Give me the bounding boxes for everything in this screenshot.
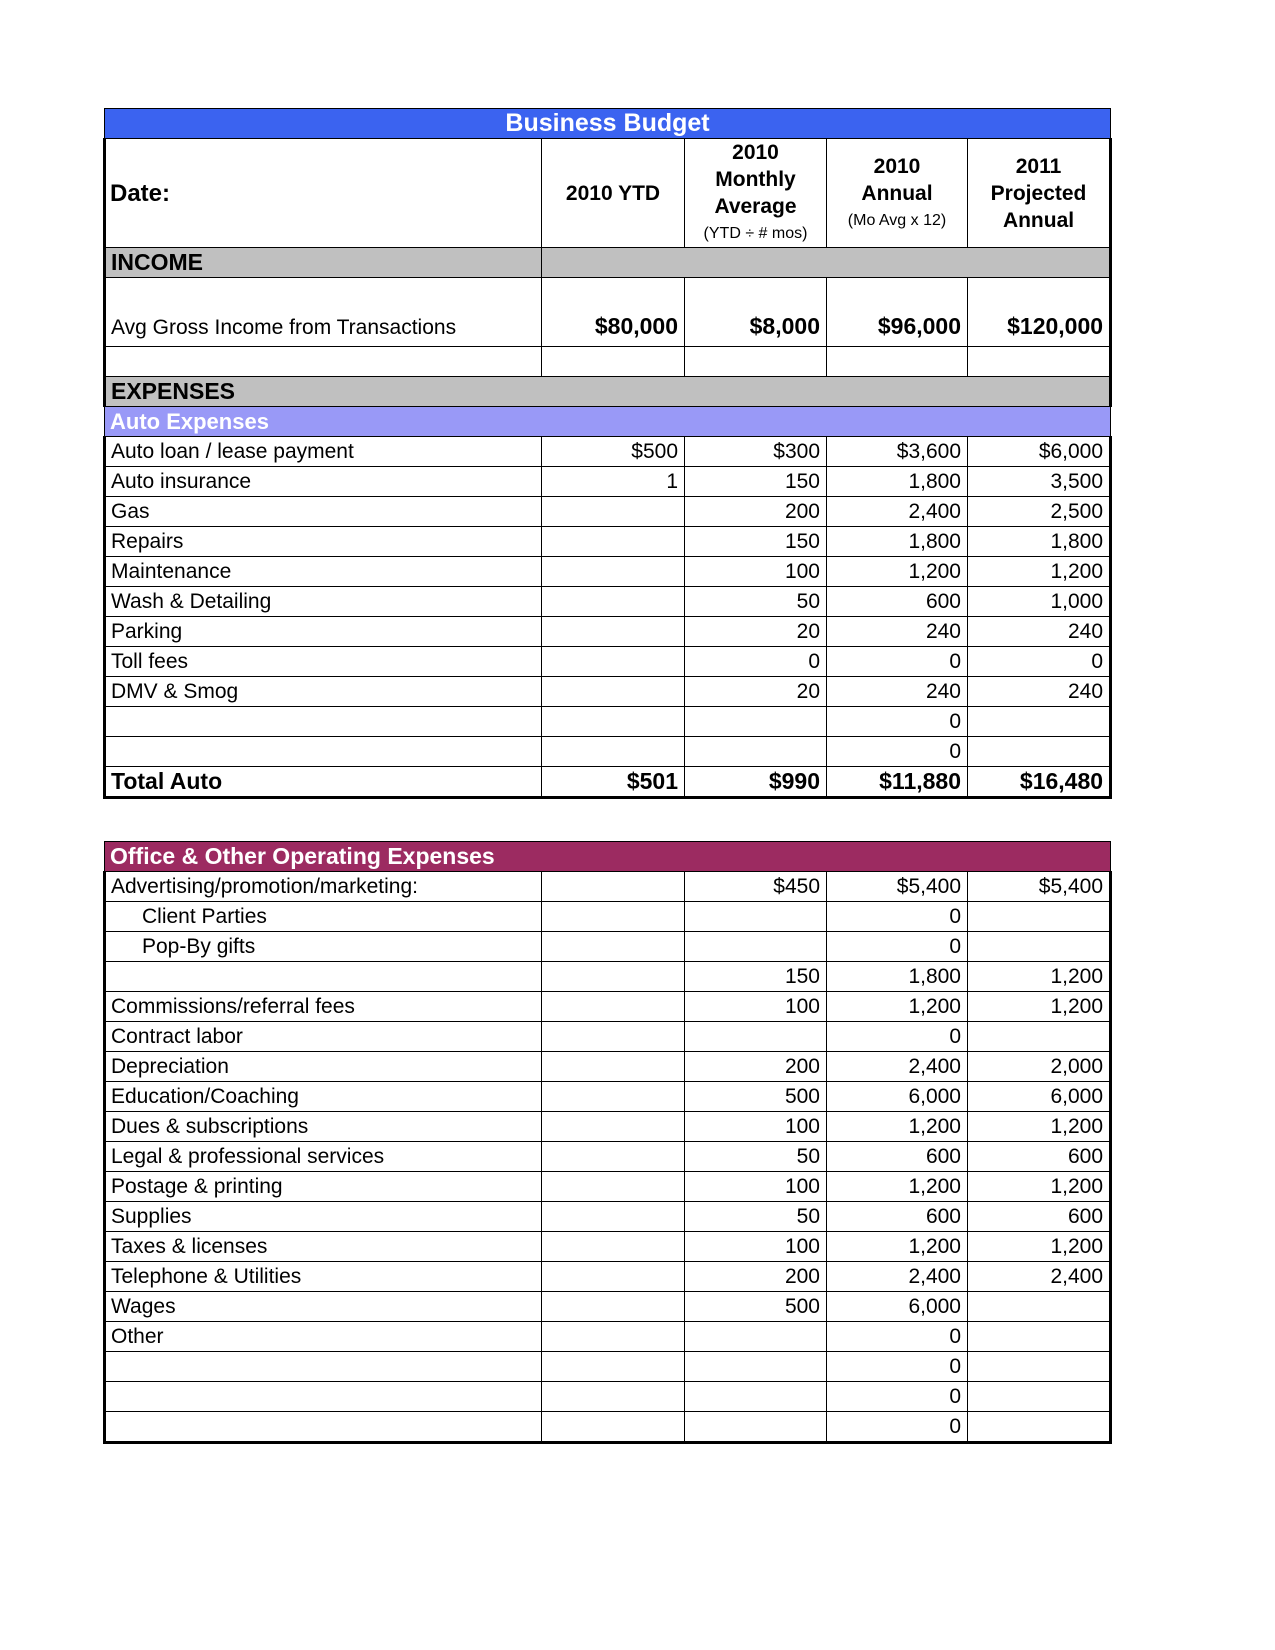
cell-projected[interactable]: 1,200: [968, 1172, 1111, 1202]
cell-projected[interactable]: 1,200: [968, 1232, 1111, 1262]
cell-ytd[interactable]: [542, 497, 685, 527]
cell-ytd[interactable]: [542, 932, 685, 962]
cell-projected[interactable]: 2,500: [968, 497, 1111, 527]
cell-projected[interactable]: [968, 902, 1111, 932]
cell-annual[interactable]: 0: [827, 707, 968, 737]
cell-projected[interactable]: 1,000: [968, 587, 1111, 617]
row-label: Toll fees: [105, 647, 542, 677]
col-header-sub: (Mo Avg x 12): [847, 211, 947, 229]
cell-projected[interactable]: 600: [968, 1202, 1111, 1232]
office-expense-rows: [105, 872, 1111, 1443]
cell-annual[interactable]: $5,400: [827, 872, 968, 902]
cell-monthly-average[interactable]: 200: [685, 1262, 827, 1292]
cell-ytd[interactable]: [542, 1232, 685, 1262]
cell-ytd: $501: [542, 767, 685, 798]
cell-monthly-average[interactable]: $8,000: [685, 278, 827, 347]
row-label: Other: [105, 1322, 542, 1352]
cell-annual[interactable]: 1,800: [827, 962, 968, 992]
budget-worksheet: [103, 108, 1109, 1444]
table-row: [105, 437, 1111, 467]
cell-ytd[interactable]: 1: [542, 467, 685, 497]
row-label: Supplies: [105, 1202, 542, 1232]
cell-annual[interactable]: 0: [827, 1382, 968, 1412]
cell-annual[interactable]: 240: [827, 677, 968, 707]
cell-projected[interactable]: 600: [968, 1142, 1111, 1172]
section-band-income-filler: [542, 248, 1111, 278]
row-label: Commissions/referral fees: [105, 992, 542, 1022]
col-header-line-3: Average: [714, 195, 797, 218]
cell-projected[interactable]: 240: [968, 617, 1111, 647]
title-bar-row: [105, 109, 1111, 139]
cell-annual[interactable]: 0: [827, 1322, 968, 1352]
cell-ytd[interactable]: [542, 677, 685, 707]
cell-projected[interactable]: [968, 347, 1111, 377]
cell-projected[interactable]: [968, 1022, 1111, 1052]
table-row: [105, 677, 1111, 707]
cell-monthly-average[interactable]: [685, 902, 827, 932]
section-band-office-expenses: [105, 842, 1111, 872]
cell-monthly-average[interactable]: 100: [685, 992, 827, 1022]
table-row: [105, 617, 1111, 647]
row-label: Depreciation: [105, 1052, 542, 1082]
section-band-expenses: [105, 377, 1111, 407]
cell-annual[interactable]: 0: [827, 1022, 968, 1052]
row-label: Telephone & Utilities: [105, 1262, 542, 1292]
row-label: Contract labor: [105, 1022, 542, 1052]
row-label: Total Auto: [105, 767, 542, 798]
cell-ytd[interactable]: [542, 1082, 685, 1112]
cell-projected[interactable]: 0: [968, 647, 1111, 677]
cell-projected[interactable]: 3,500: [968, 467, 1111, 497]
row-label: Auto loan / lease payment: [105, 437, 542, 467]
auto-expense-rows: [105, 437, 1111, 767]
cell-projected[interactable]: 240: [968, 677, 1111, 707]
cell-annual[interactable]: 2,400: [827, 1262, 968, 1292]
cell-annual[interactable]: 240: [827, 617, 968, 647]
cell-ytd[interactable]: [542, 647, 685, 677]
table-row: [105, 902, 1111, 932]
row-label: [105, 1382, 542, 1412]
cell-annual[interactable]: 2,400: [827, 497, 968, 527]
cell-ytd[interactable]: $80,000: [542, 278, 685, 347]
col-header-line-1: 2010: [732, 141, 779, 164]
cell-projected[interactable]: $120,000: [968, 278, 1111, 347]
total-auto-row: [105, 767, 1111, 798]
cell-annual[interactable]: 600: [827, 1202, 968, 1232]
cell-projected[interactable]: [968, 1382, 1111, 1412]
cell-annual[interactable]: 6,000: [827, 1292, 968, 1322]
table-row: [105, 557, 1111, 587]
table-row: [105, 347, 1111, 377]
row-label: Avg Gross Income from Transactions: [105, 278, 542, 347]
row-label: Advertising/promotion/marketing:: [105, 872, 542, 902]
row-label: [105, 737, 542, 767]
col-header-line-2: Annual: [861, 181, 933, 205]
cell-monthly-average[interactable]: 150: [685, 527, 827, 557]
cell-projected[interactable]: [968, 1352, 1111, 1382]
cell-annual[interactable]: 1,800: [827, 527, 968, 557]
cell-monthly-average[interactable]: [685, 347, 827, 377]
cell-projected[interactable]: 2,400: [968, 1262, 1111, 1292]
col-header-line-2: Projected: [990, 181, 1087, 205]
cell-monthly-average[interactable]: [685, 1382, 827, 1412]
cell-annual[interactable]: 1,200: [827, 1232, 968, 1262]
cell-monthly-average[interactable]: 500: [685, 1292, 827, 1322]
row-label: Client Parties: [105, 902, 542, 932]
row-label: Wash & Detailing: [105, 587, 542, 617]
cell-annual[interactable]: 0: [827, 932, 968, 962]
cell-ytd[interactable]: [542, 902, 685, 932]
row-label: Postage & printing: [105, 1172, 542, 1202]
cell-annual[interactable]: 0: [827, 1412, 968, 1443]
col-header-2010-monthly-average: [685, 139, 827, 248]
section-band-auto-expenses-label: Auto Expenses: [105, 407, 1111, 437]
table-row: [105, 1112, 1111, 1142]
cell-ytd[interactable]: [542, 1382, 685, 1412]
row-label: DMV & Smog: [105, 677, 542, 707]
cell-monthly-average[interactable]: 0: [685, 647, 827, 677]
cell-annual[interactable]: 6,000: [827, 1082, 968, 1112]
cell-monthly-average[interactable]: 150: [685, 467, 827, 497]
table-row: [105, 1382, 1111, 1412]
cell-annual[interactable]: 1,200: [827, 1112, 968, 1142]
page-title: Business Budget: [105, 109, 1111, 139]
cell-ytd[interactable]: $500: [542, 437, 685, 467]
cell-annual[interactable]: 0: [827, 1352, 968, 1382]
budget-table-main: [103, 108, 1112, 799]
col-header-2010-ytd: 2010 YTD: [542, 139, 685, 248]
section-band-income-label: INCOME: [105, 248, 542, 278]
col-header-2010-annual: [827, 139, 968, 248]
table-row: [105, 587, 1111, 617]
col-header-line-1: 2011: [1015, 154, 1062, 178]
row-label: Pop-By gifts: [105, 932, 542, 962]
cell-ytd[interactable]: [542, 1142, 685, 1172]
cell-monthly-average[interactable]: [685, 737, 827, 767]
cell-annual[interactable]: 600: [827, 1142, 968, 1172]
cell-ytd[interactable]: [542, 617, 685, 647]
table-row: [105, 527, 1111, 557]
table-row: [105, 1322, 1111, 1352]
cell-ytd[interactable]: [542, 737, 685, 767]
cell-ytd[interactable]: [542, 347, 685, 377]
cell-annual[interactable]: 1,800: [827, 467, 968, 497]
row-label: Maintenance: [105, 557, 542, 587]
cell-projected[interactable]: $5,400: [968, 872, 1111, 902]
table-row: [105, 962, 1111, 992]
table-row: [105, 647, 1111, 677]
table-row: [105, 278, 1111, 347]
date-label: Date:: [105, 139, 542, 248]
cell-annual[interactable]: 1,200: [827, 1172, 968, 1202]
cell-monthly-average[interactable]: 100: [685, 1112, 827, 1142]
cell-ytd[interactable]: [542, 1052, 685, 1082]
cell-ytd[interactable]: [542, 707, 685, 737]
cell-projected[interactable]: [968, 1322, 1111, 1352]
row-label: Auto insurance: [105, 467, 542, 497]
row-label: Repairs: [105, 527, 542, 557]
cell-annual[interactable]: $3,600: [827, 437, 968, 467]
cell-ytd[interactable]: [542, 1202, 685, 1232]
table-row: [105, 1292, 1111, 1322]
cell-monthly-average: $990: [685, 767, 827, 798]
cell-ytd[interactable]: [542, 587, 685, 617]
cell-monthly-average[interactable]: 50: [685, 587, 827, 617]
table-row: [105, 737, 1111, 767]
cell-projected[interactable]: 1,200: [968, 992, 1111, 1022]
cell-monthly-average[interactable]: 50: [685, 1202, 827, 1232]
cell-ytd[interactable]: [542, 1292, 685, 1322]
table-row: [105, 1172, 1111, 1202]
row-label: [105, 1352, 542, 1382]
table-row: [105, 497, 1111, 527]
cell-ytd[interactable]: [542, 1412, 685, 1443]
row-label: [105, 962, 542, 992]
cell-ytd[interactable]: [542, 1172, 685, 1202]
row-label: Gas: [105, 497, 542, 527]
cell-monthly-average[interactable]: 20: [685, 617, 827, 647]
cell-monthly-average[interactable]: $300: [685, 437, 827, 467]
cell-annual[interactable]: [827, 347, 968, 377]
cell-monthly-average[interactable]: [685, 1412, 827, 1443]
cell-projected[interactable]: 6,000: [968, 1082, 1111, 1112]
cell-ytd[interactable]: [542, 1352, 685, 1382]
cell-annual[interactable]: 0: [827, 737, 968, 767]
cell-monthly-average[interactable]: 500: [685, 1082, 827, 1112]
cell-monthly-average[interactable]: [685, 707, 827, 737]
cell-monthly-average[interactable]: 100: [685, 1232, 827, 1262]
cell-ytd[interactable]: [542, 557, 685, 587]
cell-annual[interactable]: 0: [827, 647, 968, 677]
cell-monthly-average[interactable]: [685, 1352, 827, 1382]
cell-ytd[interactable]: [542, 527, 685, 557]
row-label: Legal & professional services: [105, 1142, 542, 1172]
table-row: [105, 1412, 1111, 1443]
section-band-auto-expenses: [105, 407, 1111, 437]
row-label: Parking: [105, 617, 542, 647]
row-label: Education/Coaching: [105, 1082, 542, 1112]
cell-annual[interactable]: 0: [827, 902, 968, 932]
table-row: [105, 992, 1111, 1022]
cell-annual[interactable]: 600: [827, 587, 968, 617]
cell-monthly-average[interactable]: 150: [685, 962, 827, 992]
table-row: [105, 1082, 1111, 1112]
row-label: [105, 707, 542, 737]
cell-ytd[interactable]: [542, 992, 685, 1022]
table-row: [105, 1232, 1111, 1262]
cell-monthly-average[interactable]: 100: [685, 1172, 827, 1202]
cell-ytd[interactable]: [542, 1322, 685, 1352]
col-header-2011-projected-annual: [968, 139, 1111, 248]
section-band-office-expenses-label: Office & Other Operating Expenses: [105, 842, 1111, 872]
table-row: [105, 1022, 1111, 1052]
cell-projected[interactable]: [968, 932, 1111, 962]
row-label: Dues & subscriptions: [105, 1112, 542, 1142]
cell-projected[interactable]: 1,800: [968, 527, 1111, 557]
cell-annual[interactable]: 1,200: [827, 992, 968, 1022]
row-label: Wages: [105, 1292, 542, 1322]
cell-projected: $16,480: [968, 767, 1111, 798]
cell-ytd[interactable]: [542, 1262, 685, 1292]
cell-monthly-average[interactable]: [685, 1022, 827, 1052]
table-row: [105, 707, 1111, 737]
budget-table-office: [103, 841, 1112, 1444]
cell-ytd[interactable]: [542, 872, 685, 902]
cell-projected[interactable]: [968, 707, 1111, 737]
table-row: [105, 1142, 1111, 1172]
cell-monthly-average[interactable]: 50: [685, 1142, 827, 1172]
table-row: [105, 1202, 1111, 1232]
section-gap: [103, 799, 1109, 841]
cell-monthly-average[interactable]: $450: [685, 872, 827, 902]
row-label: [105, 347, 542, 377]
cell-projected[interactable]: 1,200: [968, 557, 1111, 587]
cell-monthly-average[interactable]: 20: [685, 677, 827, 707]
row-label: Taxes & licenses: [105, 1232, 542, 1262]
table-row: [105, 932, 1111, 962]
cell-monthly-average[interactable]: [685, 1322, 827, 1352]
col-header-line-1: 2010: [873, 154, 921, 178]
col-header-line-3: Annual: [1002, 208, 1075, 232]
cell-projected[interactable]: 2,000: [968, 1052, 1111, 1082]
cell-annual[interactable]: $96,000: [827, 278, 968, 347]
cell-annual[interactable]: 1,200: [827, 557, 968, 587]
table-row: [105, 1052, 1111, 1082]
cell-monthly-average[interactable]: 200: [685, 1052, 827, 1082]
cell-projected[interactable]: 1,200: [968, 962, 1111, 992]
cell-annual[interactable]: 2,400: [827, 1052, 968, 1082]
cell-monthly-average[interactable]: 100: [685, 557, 827, 587]
table-row: [105, 467, 1111, 497]
row-label: [105, 1412, 542, 1443]
cell-ytd[interactable]: [542, 962, 685, 992]
section-band-income: [105, 248, 1111, 278]
cell-ytd[interactable]: [542, 1022, 685, 1052]
col-header-sub: (YTD ÷ # mos): [703, 225, 808, 242]
section-band-expenses-label: EXPENSES: [105, 377, 1111, 407]
table-row: [105, 1352, 1111, 1382]
cell-projected[interactable]: [968, 1292, 1111, 1322]
cell-monthly-average[interactable]: [685, 932, 827, 962]
cell-projected[interactable]: $6,000: [968, 437, 1111, 467]
cell-projected[interactable]: [968, 737, 1111, 767]
table-row: [105, 1262, 1111, 1292]
cell-monthly-average[interactable]: 200: [685, 497, 827, 527]
cell-ytd[interactable]: [542, 1112, 685, 1142]
cell-projected[interactable]: [968, 1412, 1111, 1443]
table-row: [105, 872, 1111, 902]
cell-projected[interactable]: 1,200: [968, 1112, 1111, 1142]
cell-annual: $11,880: [827, 767, 968, 798]
column-header-row: [105, 139, 1111, 248]
col-header-line-2: Monthly: [715, 168, 796, 191]
